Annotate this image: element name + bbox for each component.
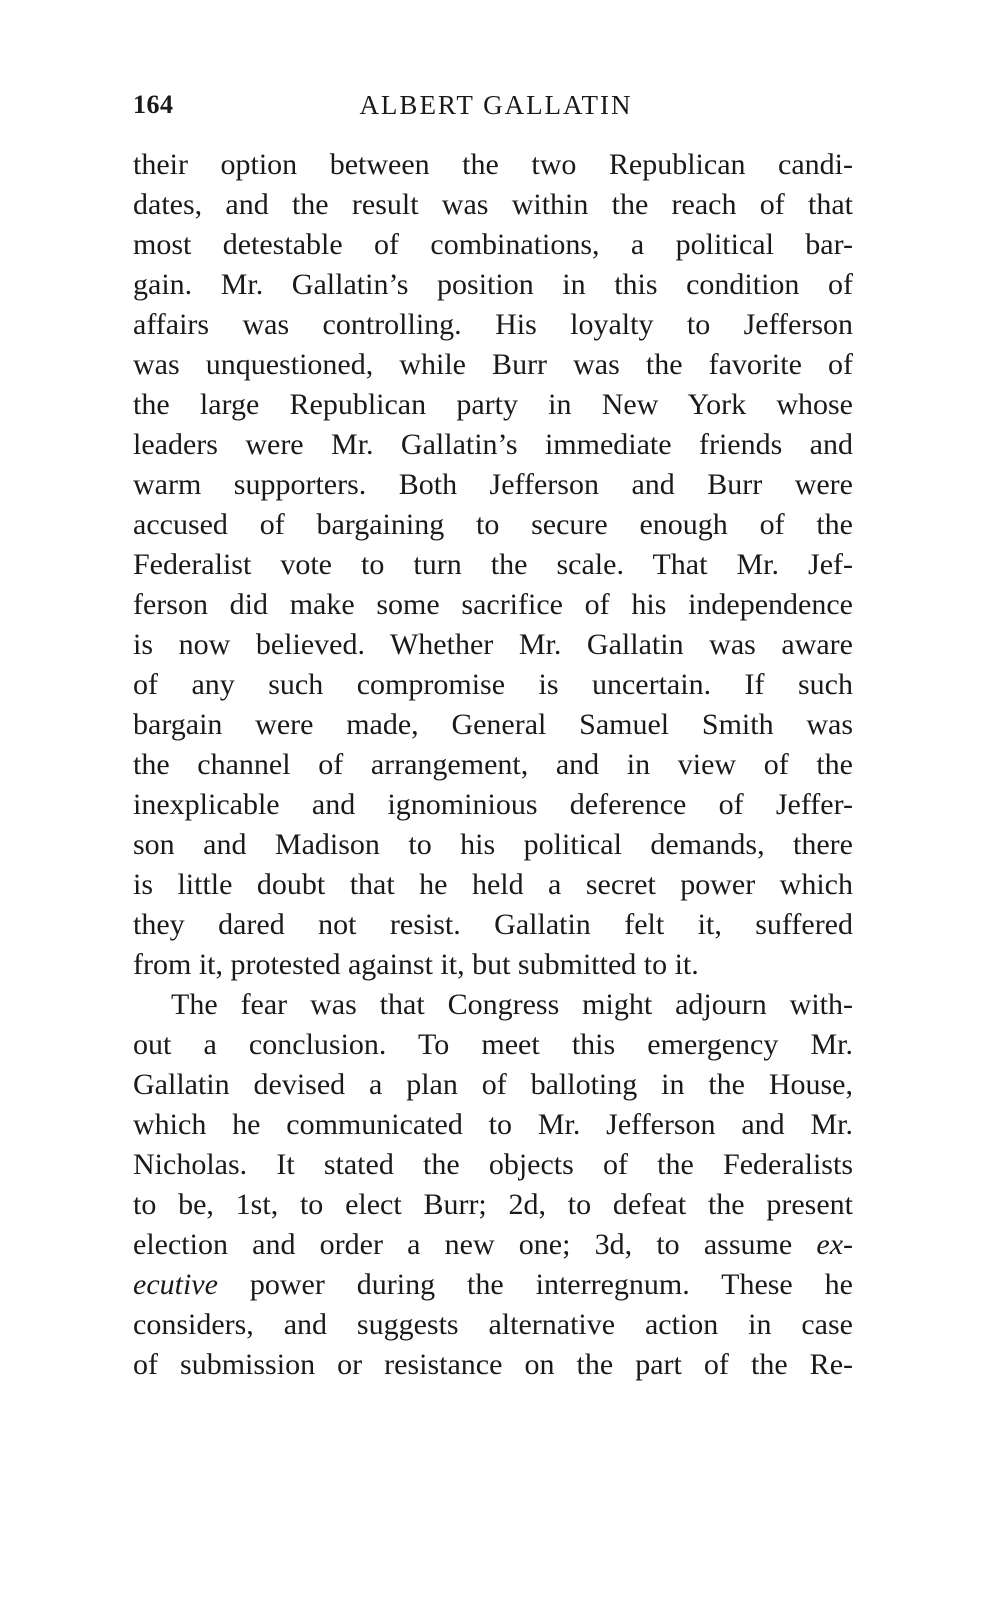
page-number: 164 bbox=[133, 90, 174, 119]
text-line: warm supporters. Both Jefferson and Burr were bbox=[133, 468, 853, 501]
text-segment: power during the interregnum. These he bbox=[217, 1268, 853, 1301]
text-line: to be, 1st, to elect Burr; 2d, to defeat the present bbox=[133, 1188, 853, 1221]
text-line: Gallatin devised a plan of balloting in the House, bbox=[133, 1068, 853, 1101]
text-line: Federalist vote to turn the scale. That Mr. Jef- bbox=[133, 548, 853, 581]
text-line: dates, and the result was within the reach of that bbox=[133, 188, 853, 221]
paragraph bbox=[133, 145, 853, 985]
text-line: they dared not resist. Gallatin felt it, suffered bbox=[133, 908, 853, 941]
text-line: affairs was controlling. His loyalty to Jefferson bbox=[133, 308, 853, 341]
text-line: considers, and suggests alternative action in case bbox=[133, 1308, 853, 1341]
text-line: their option between the two Republican candi- bbox=[133, 148, 853, 181]
page-header bbox=[133, 90, 853, 130]
text-line: accused of bargaining to secure enough of the bbox=[133, 508, 853, 541]
text-line: bargain were made, General Samuel Smith was bbox=[133, 708, 853, 741]
text-line: most detestable of combinations, a political bar- bbox=[133, 228, 853, 261]
text-line: gain. Mr. Gallatin’s position in this condition of bbox=[133, 268, 853, 301]
text-line: out a conclusion. To meet this emergency Mr. bbox=[133, 1028, 853, 1061]
text-line: son and Madison to his political demands, there bbox=[133, 828, 853, 861]
text-line: inexplicable and ignominious deference of Jeffer- bbox=[133, 788, 853, 821]
text-line bbox=[133, 1265, 853, 1305]
running-title: ALBERT GALLATIN bbox=[359, 90, 633, 120]
text-line: ferson did make some sacrifice of his independence bbox=[133, 588, 853, 621]
text-line: the large Republican party in New York whose bbox=[133, 388, 853, 421]
italic-segment: ex- bbox=[816, 1228, 853, 1261]
text-line: is little doubt that he held a secret power which bbox=[133, 868, 853, 901]
text-line: which he communicated to Mr. Jefferson and Mr. bbox=[133, 1108, 853, 1141]
text-line bbox=[133, 1225, 853, 1265]
text-line: the channel of arrangement, and in view of the bbox=[133, 748, 853, 781]
text-line: from it, protested against it, but submitted to it. bbox=[133, 948, 699, 981]
text-line: Nicholas. It stated the objects of the Federalists bbox=[133, 1148, 853, 1181]
italic-segment: ecutive bbox=[133, 1268, 218, 1301]
text-line: The fear was that Congress might adjourn with- bbox=[171, 988, 853, 1021]
text-line: was unquestioned, while Burr was the favorite of bbox=[133, 348, 853, 381]
text-line: leaders were Mr. Gallatin’s immediate friends and bbox=[133, 428, 853, 461]
text-segment: election and order a new one; 3d, to assume bbox=[133, 1228, 817, 1261]
paragraph bbox=[133, 985, 853, 1385]
text-line: of any such compromise is uncertain. If such bbox=[133, 668, 853, 701]
text-line: of submission or resistance on the part of the Re- bbox=[133, 1348, 853, 1381]
text-line: is now believed. Whether Mr. Gallatin was aware bbox=[133, 628, 853, 661]
body-text bbox=[133, 145, 853, 1385]
